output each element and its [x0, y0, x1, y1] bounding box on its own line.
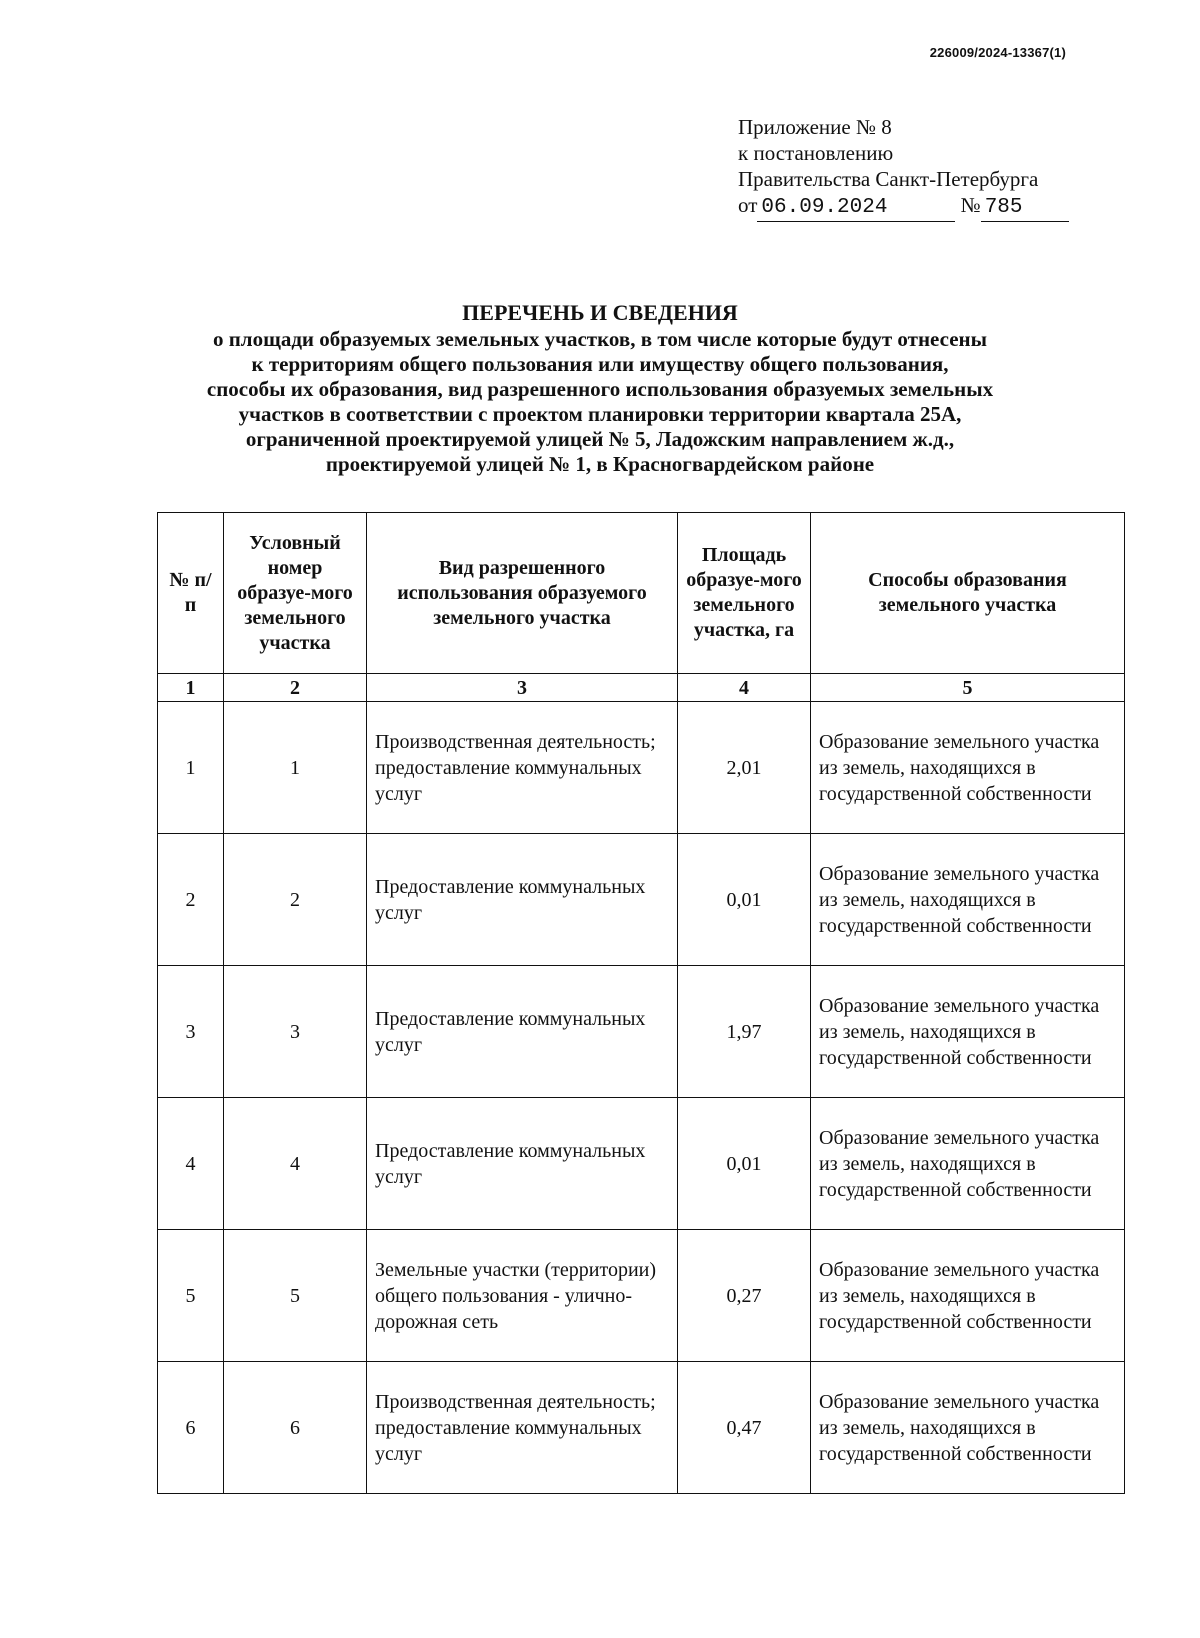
document-registration-number: 226009/2024-13367(1) — [929, 45, 1066, 60]
permitted-use: Предоставление коммунальных услуг — [367, 1098, 678, 1230]
row-number: 1 — [158, 702, 224, 834]
title-line: проектируемой улицей № 1, в Красногвардейском районе — [325, 452, 875, 476]
header-row-number: № п/п — [158, 513, 224, 674]
title-line: способы их образования, вид разрешенного использования образуемых земельных — [206, 377, 994, 401]
table-row — [158, 1098, 1125, 1230]
title-line: ограниченной проектируемой улицей № 5, Ладожским направлением ж.д., — [245, 427, 955, 451]
resolution-number: 785 — [981, 195, 1069, 222]
conditional-number: 6 — [224, 1362, 367, 1494]
appendix-block — [738, 114, 1069, 222]
area-value: 1,97 — [678, 966, 811, 1098]
permitted-use: Предоставление коммунальных услуг — [367, 834, 678, 966]
row-number: 5 — [158, 1230, 224, 1362]
formation-method: Образование земельного участка из земель, находящихся в государственной собственности — [811, 834, 1125, 966]
area-value: 0,47 — [678, 1362, 811, 1494]
formation-method: Образование земельного участка из земель, находящихся в государственной собственности — [811, 1098, 1125, 1230]
area-value: 2,01 — [678, 702, 811, 834]
appendix-date-line — [738, 192, 1069, 222]
permitted-use: Производственная деятельность; предоставление коммунальных услуг — [367, 1362, 678, 1494]
table-row — [158, 834, 1125, 966]
formation-method: Образование земельного участка из земель, находящихся в государственной собственности — [811, 1362, 1125, 1494]
table-row — [158, 702, 1125, 834]
document-title — [0, 300, 1200, 477]
area-value: 0,01 — [678, 1098, 811, 1230]
formation-method: Образование земельного участка из земель, находящихся в государственной собственности — [811, 966, 1125, 1098]
title-line: участков в соответствии с проектом планировки территории квартала 25А, — [238, 402, 962, 426]
permitted-use: Земельные участки (территории) общего пользования - улично-дорожная сеть — [367, 1230, 678, 1362]
row-number: 3 — [158, 966, 224, 1098]
conditional-number: 2 — [224, 834, 367, 966]
conditional-number: 5 — [224, 1230, 367, 1362]
header-formation-method: Способы образования земельного участка — [811, 513, 1125, 674]
column-number: 1 — [158, 674, 224, 702]
header-permitted-use: Вид разрешенного использования образуемого земельного участка — [367, 513, 678, 674]
number-prefix: № — [960, 193, 981, 217]
formation-method: Образование земельного участка из земель, находящихся в государственной собственности — [811, 702, 1125, 834]
title-line: к территориям общего пользования или имуществу общего пользования, — [251, 352, 949, 376]
permitted-use: Производственная деятельность; предоставление коммунальных услуг — [367, 702, 678, 834]
area-value: 0,01 — [678, 834, 811, 966]
appendix-title: Приложение № 8 — [738, 115, 892, 139]
appendix-authority: Правительства Санкт-Петербурга — [738, 167, 1039, 191]
row-number: 2 — [158, 834, 224, 966]
header-area: Площадь образуе-мого земельного участка, га — [678, 513, 811, 674]
table-row — [158, 1230, 1125, 1362]
appendix-resolution: к постановлению — [738, 141, 894, 165]
title-line: о площади образуемых земельных участков, в том числе которые будут отнесены — [212, 327, 988, 351]
header-conditional-number: Условный номер образуе-мого земельного участка — [224, 513, 367, 674]
row-number: 6 — [158, 1362, 224, 1494]
table-row — [158, 1362, 1125, 1494]
table-row — [158, 966, 1125, 1098]
table-header-row — [158, 513, 1125, 674]
date-prefix: от — [738, 193, 758, 217]
conditional-number: 1 — [224, 702, 367, 834]
column-number: 3 — [367, 674, 678, 702]
conditional-number: 3 — [224, 966, 367, 1098]
formation-method: Образование земельного участка из земель, находящихся в государственной собственности — [811, 1230, 1125, 1362]
column-number: 4 — [678, 674, 811, 702]
title-heading: ПЕРЕЧЕНЬ И СВЕДЕНИЯ — [462, 300, 738, 325]
column-number: 5 — [811, 674, 1125, 702]
area-value: 0,27 — [678, 1230, 811, 1362]
resolution-date: 06.09.2024 — [757, 195, 955, 222]
conditional-number: 4 — [224, 1098, 367, 1230]
column-number-row — [158, 674, 1125, 702]
column-number: 2 — [224, 674, 367, 702]
land-plots-table — [157, 512, 1125, 1494]
row-number: 4 — [158, 1098, 224, 1230]
permitted-use: Предоставление коммунальных услуг — [367, 966, 678, 1098]
